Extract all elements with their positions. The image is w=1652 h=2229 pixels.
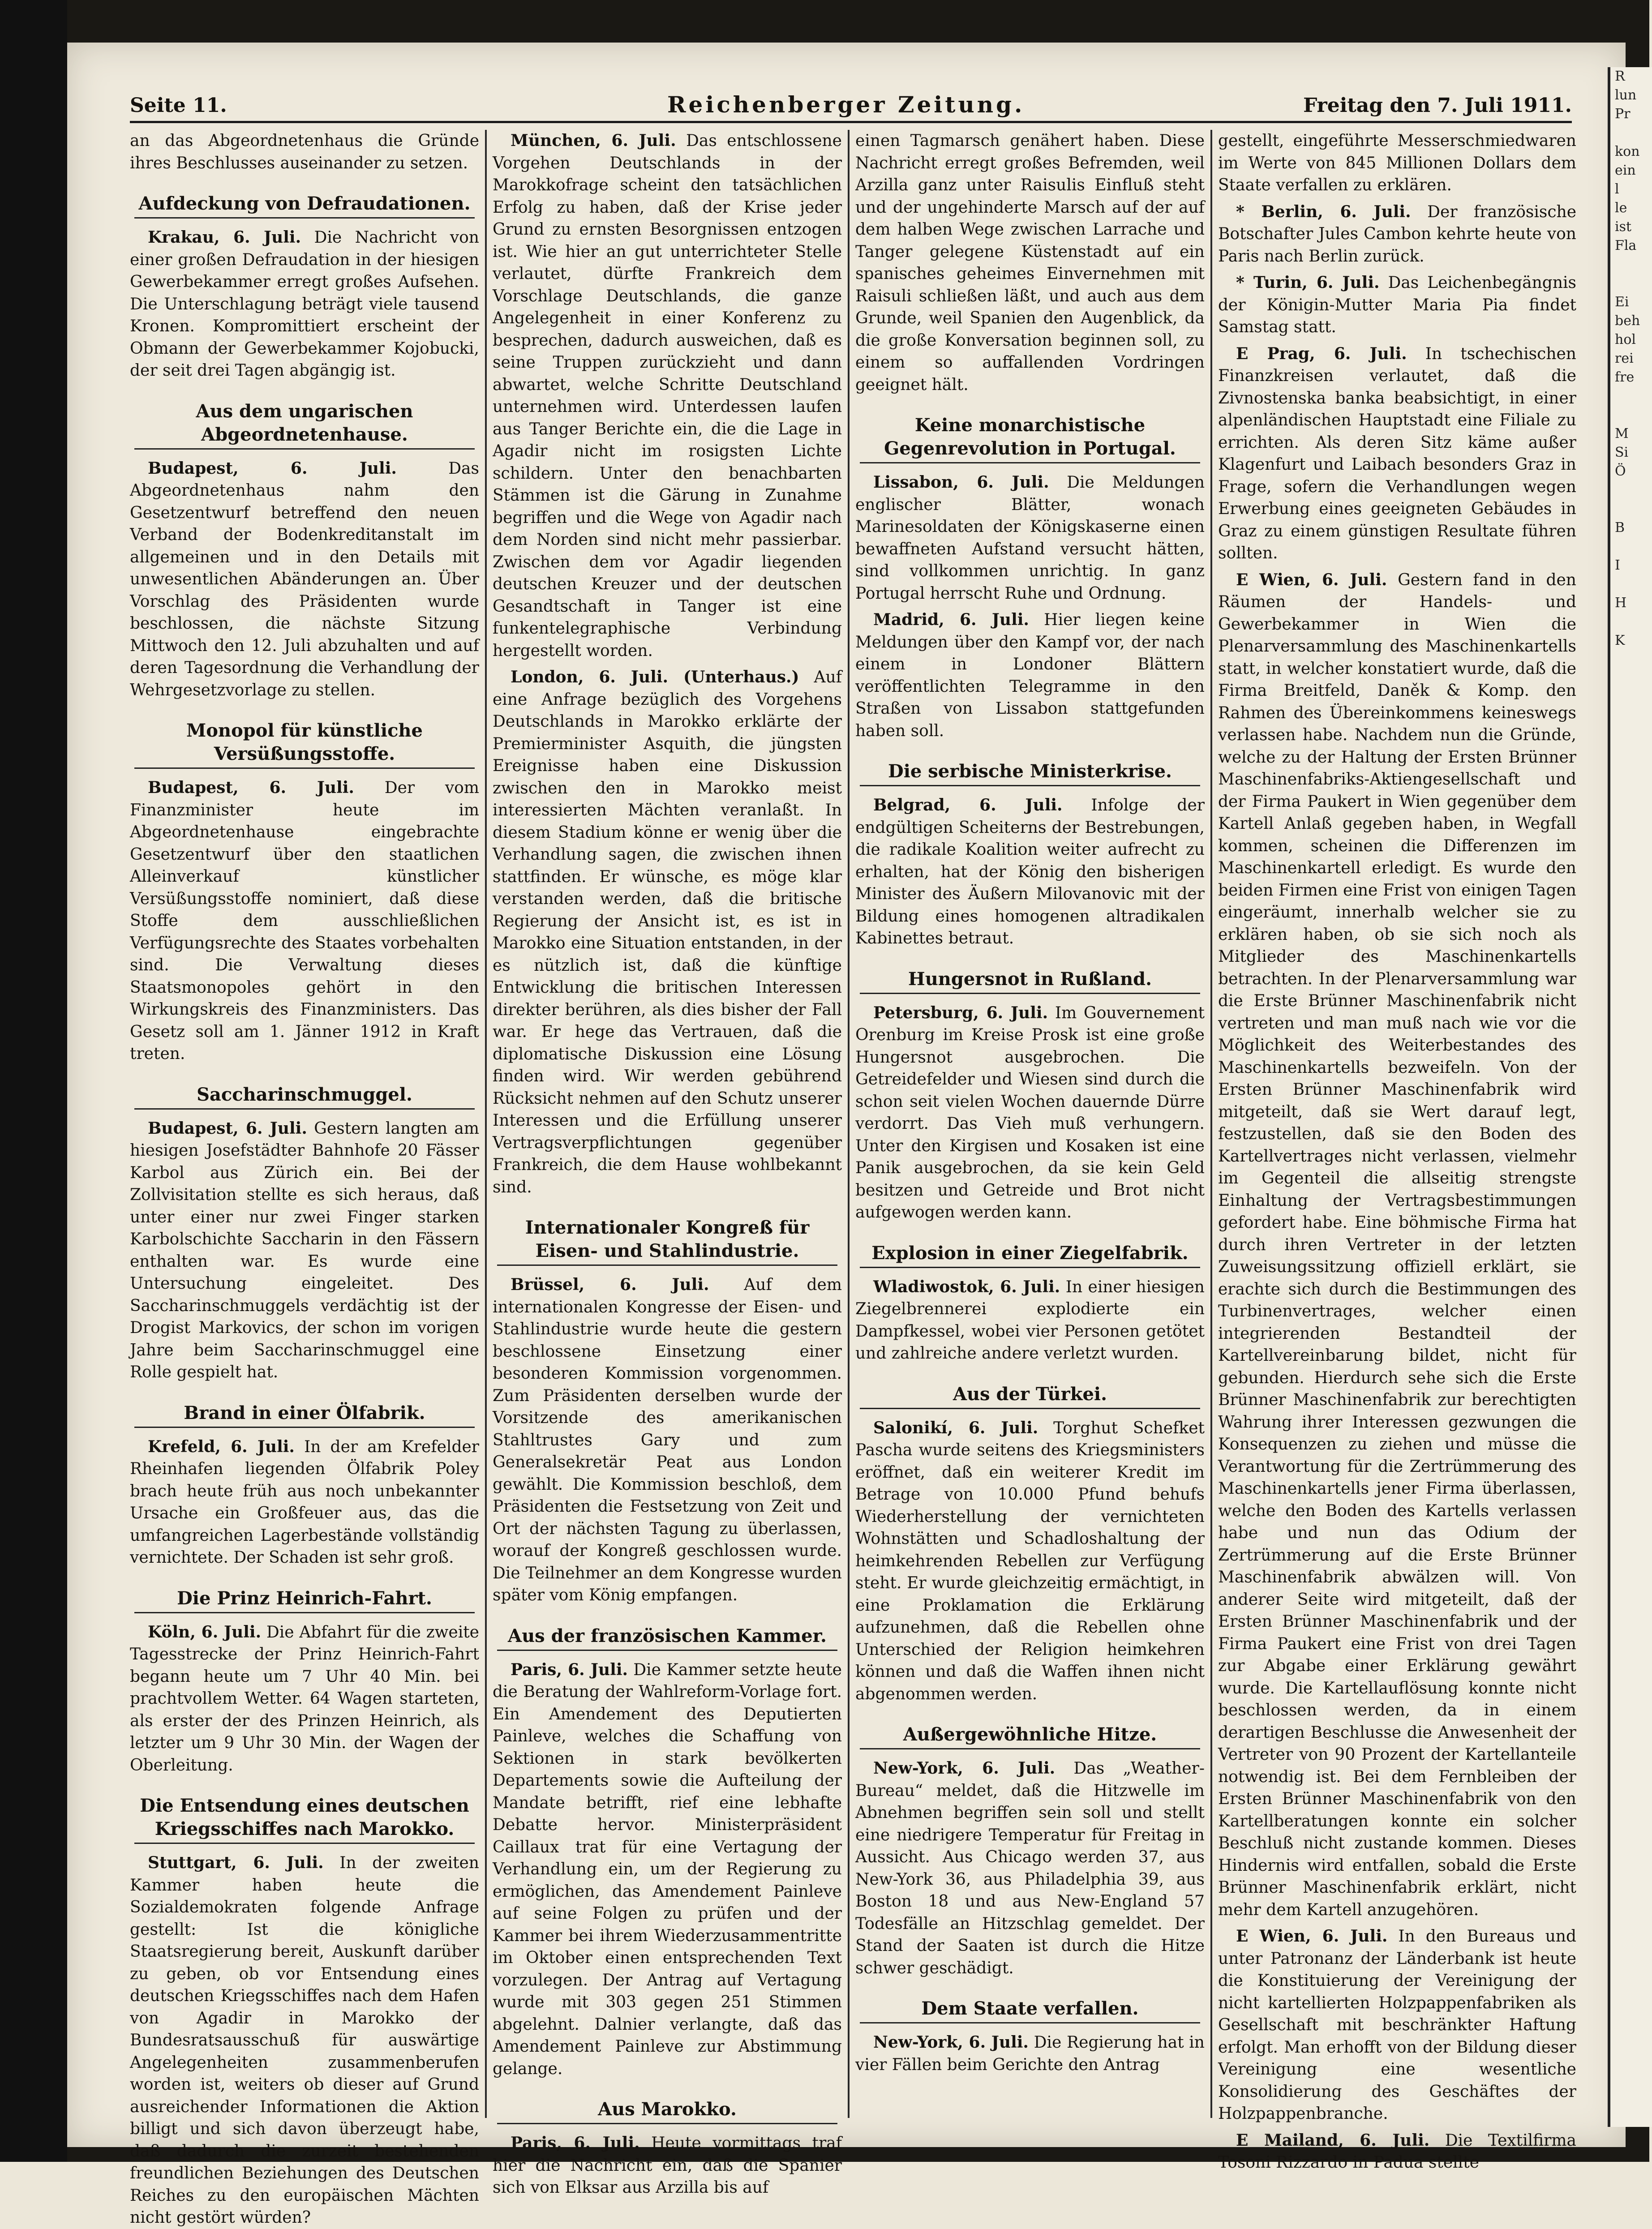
paragraph-text: einen Tagmarsch genähert haben. Diese Nachricht erregt großes Befremden, weil Arzilla ganz unter Raisulis Einfluß steht und der ungehinderte Marsch auf der auf dem halben Wege zwischen Larrache und Tanger gelegene Küstenstadt auf ein spanisches geheimes Einvernehmen mit Raisuli schließen läßt, und auch aus dem Grunde, weil Spanien den Augenblick, da die große Konversation beginnen soll, zu einem so auffallenden Vordringen geeignet hält. xyxy=(855,132,1205,394)
masthead: Reichenberger Zeitung. xyxy=(667,91,1025,118)
paragraph-text: In den Bureaus und unter Patronanz der Länderbank ist heute die Konstituierung der Vereinigung der nicht kartellierten Holzpappenfabriken als Gesellschaft mit beschränkter Haftung erfolgt. Man erhofft von der Bildung dieser Vereinigung eine wesentliche Konsolidierung des Geschäftes der Holzpappenbranche. xyxy=(1218,1927,1576,2123)
paragraph-text: Das „Weather-Bureau“ meldet, daß die Hitzwelle im Abnehmen begriffen sein soll und stellt eine niedrigere Temperatur für Freitag in Aussicht. Aus Chicago werden 37, aus New-York 36, aus Philadelphia 39, aus Boston 18 und aus New-England 57 Todesfälle an Hitzschlag gemeldet. Der Stand der Saaten ist durch die Hitze schwer geschädigt. xyxy=(855,1759,1205,1977)
article-c2-kammer xyxy=(493,1625,842,2080)
edge-fragment: rei xyxy=(1615,351,1634,366)
article-headline: Die Prinz Heinrich-Fahrt. xyxy=(134,1587,475,1613)
article-paragraph xyxy=(855,1417,1205,1706)
edge-fragment: fre xyxy=(1615,369,1635,385)
edge-fragment xyxy=(1610,124,1652,142)
edge-fragment xyxy=(1610,537,1652,556)
edge-fragment: beh xyxy=(1615,313,1640,329)
paragraph-text: Im Gouvernement Orenburg im Kreise Prosk ist eine große Hungersnot ausgebrochen. Die Getreidefelder und Wiesen sind durch die schon seit vielen Wochen dauernde Dürre verdorrt. Das Vieh muß verhungern. Unter den Kirgisen und Kosaken ist eine Panik ausgebrochen, da sie kein Geld besitzen und Getreide und Brot nicht aufgewogen werden kann. xyxy=(855,1003,1205,1222)
dateline: Budapest, 6. Juli. xyxy=(148,1119,307,1138)
dateline: Wladiwostok, 6. Juli. xyxy=(873,1277,1060,1296)
column-rule xyxy=(485,130,487,2118)
paragraph-text: Gestern langten am hiesigen Josefstädter Bahnhofe 20 Fässer Karbol aus Zürich ein. Bei der Zollvisitation stellte es sich heraus, daß unter einer nur zwei Finger starken Karbolschichte Saccharin in den Fässern enthalten war. Es wurde eine Untersuchung eingeleitet. Des Saccharinschmuggels verdächtig ist der Drogist Markovics, der schon im vorigen Jahre beim Saccharinschmuggel eine Rolle gespielt hat. xyxy=(130,1119,479,1381)
dateline: E Wien, 6. Juli. xyxy=(1236,570,1387,589)
article-headline: Aus der französischen Kammer. xyxy=(497,1625,837,1651)
article-paragraph xyxy=(855,1757,1205,1979)
article-paragraph xyxy=(130,1436,479,1569)
article-c3-serbisch xyxy=(855,760,1205,950)
dateline: Budapest, 6. Juli. xyxy=(148,778,354,797)
edge-fragment xyxy=(1610,481,1652,500)
article-headline: Die serbische Ministerkrise. xyxy=(860,760,1200,786)
edge-fragment: le xyxy=(1615,200,1627,216)
article-c4-turin xyxy=(1218,272,1576,339)
edge-fragment: kon xyxy=(1615,144,1640,159)
dateline: E Wien, 6. Juli. xyxy=(1236,1927,1388,1946)
paragraph-text: Der französische Botschafter Jules Cambon kehrte heute von Paris nach Berlin zurück. xyxy=(1218,202,1576,266)
dateline: Paris, 6. Juli. xyxy=(511,2134,640,2152)
article-paragraph xyxy=(130,458,479,702)
edge-fragment: hol xyxy=(1615,332,1636,347)
article-c4-prag xyxy=(1218,343,1576,565)
article-paragraph xyxy=(493,2132,842,2199)
article-paragraph xyxy=(855,1276,1205,1365)
edge-fragment xyxy=(1610,613,1652,631)
edge-fragment xyxy=(1610,274,1652,293)
edge-fragment: Ei xyxy=(1615,294,1629,310)
article-headline: Die Entsendung eines deutschen Kriegsschiffes nach Marokko. xyxy=(134,1794,475,1844)
article-headline: Dem Staate verfallen. xyxy=(860,1997,1200,2023)
article-c2-muenchen xyxy=(493,130,842,662)
paragraph-text: gestellt, eingeführte Messerschmiedwaren im Werte von 845 Millionen Dollars dem Staate verfallen zu erklären. xyxy=(1218,132,1576,194)
edge-fragment: Fla xyxy=(1615,238,1637,253)
article-headline: Hungersnot in Rußland. xyxy=(860,968,1200,994)
article-paragraph xyxy=(493,130,842,662)
column-rule xyxy=(848,130,850,2118)
article-paragraph xyxy=(493,1274,842,1607)
dateline: Brüssel, 6. Juli. xyxy=(511,1275,709,1294)
dateline: New-York, 6. Juli. xyxy=(873,1759,1056,1778)
column-rule xyxy=(1210,130,1212,2118)
article-headline: Internationaler Kongreß für Eisen- und Stahlindustrie. xyxy=(497,1216,837,1266)
dateline: Krefeld, 6. Juli. xyxy=(148,1437,295,1456)
article-paragraph xyxy=(1218,2130,1576,2174)
paragraph-text: Auf eine Anfrage bezüglich des Vorgehens Deutschlands in Marokko erklärte der Premierminister Asquith, die jüngsten Ereignisse haben eine Diskussion zwischen den in Marokko meist interessierten Mächten veranlaßt. In diesem Stadium könne er wenig über die Verhandlung sagen, die zwischen ihnen stattfinden. Er wünsche, es möge klar verstanden werden, daß die britische Regierung der Ansicht ist, es ist in Marokko eine Situation entstanden, in der es nützlich ist, daß die künftige Entwicklung die britischen Interessen direkter berühren, als dies bisher der Fall war. Er hege das Vertrauen, daß die diplomatische Diskussion eine Lösung finden wird. Wir werden gebührend Rücksicht nehmen auf den Schutz unserer Interessen und die Erfüllung unserer Vertragsverpflichtungen gegenüber Frankreich, die dem Hause wohlbekannt sind. xyxy=(493,668,842,1196)
article-paragraph xyxy=(1218,569,1576,1921)
dateline: Paris, 6. Juli. xyxy=(511,1660,628,1679)
edge-fragment xyxy=(1610,387,1652,406)
paragraph-text: Die Abfahrt für die zweite Tagesstrecke der Prinz Heinrich-Fahrt begann heute um 7 Uhr 40 Min. bei prachtvollem Wetter. 64 Wagen starteten, als erster der des Prinzen Heinrich, als letzter um 9 Uhr 30 Min. der Wagen der Oberleitung. xyxy=(130,1623,479,1775)
edge-fragment: M xyxy=(1615,426,1629,442)
article-c2-london xyxy=(493,666,842,1198)
edge-fragment xyxy=(1610,500,1652,519)
dateline: E Mailand, 6. Juli. xyxy=(1236,2130,1430,2150)
dateline: Stuttgart, 6. Juli. xyxy=(148,1853,324,1872)
article-c4-cont xyxy=(1218,130,1576,197)
article-c3-tuerkei xyxy=(855,1383,1205,1706)
dateline: Lissabon, 6. Juli. xyxy=(873,473,1049,492)
article-paragraph xyxy=(855,2032,1205,2076)
dateline: London, 6. Juli. (Unterhaus.) xyxy=(511,668,799,686)
article-c4-wien2 xyxy=(1218,1925,1576,2125)
dateline: Budapest, 6. Juli. xyxy=(148,459,397,478)
dateline: Salonikí, 6. Juli. xyxy=(873,1418,1038,1437)
dateline: * Turin, 6. Juli. xyxy=(1236,273,1380,292)
article-headline: Keine monarchistische Gegenrevolution in Portugal. xyxy=(860,414,1200,463)
paragraph-text: In der am Krefelder Rheinhafen liegenden Ölfabrik Poley brach heute früh aus noch unbekannter Ursache ein Großfeuer aus, das die umfangreichen Lagerbestände vollständig vernichtete. Der Schaden ist sehr groß. xyxy=(130,1437,479,1567)
article-headline: Aufdeckung von Defraudationen. xyxy=(134,192,475,219)
edge-fragment: Pr xyxy=(1615,106,1631,122)
paragraph-text: In einer hiesigen Ziegelbrennerei explodierte ein Dampfkessel, wobei vier Personen getötet und zahlreiche andere verletzt wurden. xyxy=(855,1277,1205,1363)
dateline: New-York, 6. Juli. xyxy=(873,2033,1029,2052)
article-headline: Aus dem ungarischen Abgeordnetenhause. xyxy=(134,400,475,450)
article-c2-marokko xyxy=(493,2098,842,2199)
article-c3-hitze xyxy=(855,1723,1205,1979)
article-c3-cont xyxy=(855,130,1205,396)
dateline: Petersburg, 6. Juli. xyxy=(873,1003,1048,1022)
article-paragraph xyxy=(130,1118,479,1384)
article-c4-mailand xyxy=(1218,2130,1576,2174)
article-headline: Monopol für künstliche Versüßungsstoffe. xyxy=(134,719,475,769)
edge-fragment: l xyxy=(1615,181,1619,197)
article-c4-berlin xyxy=(1218,201,1576,268)
edge-fragment: H xyxy=(1615,595,1627,611)
scan-left-edge xyxy=(0,0,67,2162)
issue-date: Freitag den 7. Juli 1911. xyxy=(1303,94,1572,117)
article-c1-prinzheinrich xyxy=(130,1587,479,1777)
article-paragraph xyxy=(1218,201,1576,268)
dateline: * Berlin, 6. Juli. xyxy=(1236,202,1411,221)
edge-fragment xyxy=(1610,406,1652,424)
paragraph-text: Die Kammer setzte heute die Beratung der Wahlreform-Vorlage fort. Ein Amendement des Deputierten Painleve, welches die Schaffung von Sektionen in stark bevölkerten Departements sowie die Aufteilung der Mandate betrifft, rief eine lebhafte Debatte hervor. Ministerpräsident Caillaux trat für eine Vertagung der Verhandlung ein, um der Regierung zu ermöglichen, das Amendement Painleve auf seine Folgen zu prüfen und der Kammer bei ihrem Wiederzusammentritte im Oktober einen entsprechenden Text vorzulegen. Der Antrag auf Vertagung wurde mit 303 gegen 251 Stimmen abgelehnt. Dalnier verlangte, daß das Amendement Painleve zur Abstimmung gelange. xyxy=(493,1660,842,2078)
paragraph-text: Infolge der endgültigen Scheiterns der Bestrebungen, die radikale Koalition weiter aufrecht zu erhalten, hat der König den bisherigen Minister des Äußern Milovanovic mit der Bildung eines homogenen altradikalen Kabinettes betraut. xyxy=(855,796,1205,947)
article-c4-wien1 xyxy=(1218,569,1576,1921)
article-paragraph xyxy=(855,472,1205,604)
paragraph-text: Die Meldungen englischer Blätter, wonach Marinesoldaten der Königskaserne einen bewaffneten Aufstand versucht hätten, sind vollkommen unrichtig. In ganz Portugal herrscht Ruhe und Ordnung. xyxy=(855,473,1205,603)
article-paragraph xyxy=(855,1002,1205,1224)
edge-fragment: Ö xyxy=(1615,463,1626,479)
dateline: Madrid, 6. Juli. xyxy=(873,610,1029,629)
article-c1-cont xyxy=(130,130,479,174)
adjacent-page-edge xyxy=(1608,67,1652,2127)
paragraph-text: Hier liegen keine Meldungen über den Kampf vor, der nach einem in Londoner Blättern veröffentlichten Telegramme in den Straßen von Lissabon stattgefunden haben soll. xyxy=(855,611,1205,740)
edge-fragment: Si xyxy=(1615,445,1629,460)
paragraph-text: Die Regierung hat in vier Fällen beim Gerichte den Antrag xyxy=(855,2033,1205,2074)
edge-fragment: B xyxy=(1615,520,1625,536)
article-headline: Aus der Türkei. xyxy=(860,1383,1200,1409)
edge-fragment: K xyxy=(1615,633,1625,648)
article-paragraph xyxy=(1218,343,1576,565)
article-paragraph xyxy=(130,1621,479,1777)
article-paragraph xyxy=(493,1659,842,2080)
article-c3-staate xyxy=(855,1997,1205,2076)
article-c1-monopol xyxy=(130,719,479,1065)
edge-fragment xyxy=(1610,255,1652,274)
dateline: München, 6. Juli. xyxy=(511,131,676,150)
paragraph-text: Die Nachricht von einer großen Defraudation in der hiesigen Gewerbekammer erregt großes Aufsehen. Die Unterschlagung beträgt viele tausend Kronen. Kompromittiert erscheint der Obmann der Gewerbekammer Kojobucki, der seit drei Tagen abgängig ist. xyxy=(130,228,479,380)
paragraph-text: an das Abgeordnetenhaus die Gründe ihres Beschlusses auseinander zu setzen. xyxy=(130,132,479,172)
paragraph-text: Auf dem internationalen Kongresse der Eisen- und Stahlindustrie wurde heute die gestern beschlossene Einsetzung einer besonderen Kommission vorgenommen. Zum Präsidenten derselben wurde der Vorsitzende des amerikanischen Stahltrustes Gary und zum Generalsekretär Peat aus London gewählt. Die Kommission beschloß, dem Präsidenten die Festsetzung von Zeit und Ort der nächsten Tagung zu überlassen, worauf der Kongreß geschlossen wurde. Die Teilnehmer an dem Kongresse wurden später vom König empfangen. xyxy=(493,1276,842,1604)
article-c3-explosion xyxy=(855,1242,1205,1365)
article-paragraph xyxy=(855,609,1205,742)
edge-fragment: lun xyxy=(1615,87,1637,103)
dateline: Köln, 6. Juli. xyxy=(148,1622,262,1642)
paragraph-text: Das Leichenbegängnis der Königin-Mutter Maria Pia findet Samstag statt. xyxy=(1218,274,1576,336)
article-c1-defraudationen xyxy=(130,192,479,382)
article-c3-portugal xyxy=(855,414,1205,604)
paragraph-text: Das entschlossene Vorgehen Deutschlands in der Marokkofrage scheint den tatsächlichen Erfolg zu haben, daß der Krise jeder Grund zu ernsten Besorgnissen entzogen ist. Wie hier an gut unterrichteter Stelle verlautet, dürfte Frankreich dem Vorschlage Deutschlands, die ganze Angelegenheit in einer Konferenz zu besprechen, dadurch ausweichen, daß es seine Truppen zurückzieht und dann abwartet, welche Schritte Deutschland unternehmen wird. Unterdessen laufen aus Tanger Berichte ein, die die Lage in Agadir nicht im rosigsten Lichte schildern. Unter den benachbarten Stämmen ist die Gärung in Zunahme begriffen und die Wege von Agadir nach dem Norden sind nicht mehr passierbar. Zwischen dem vor Agadir liegenden deutschen Kreuzer und der deutschen Gesandtschaft in Tanger ist eine funkentelegraphische Verbindung hergestellt worden. xyxy=(493,132,842,660)
dateline: E Prag, 6. Juli. xyxy=(1236,344,1407,363)
article-headline: Brand in einer Ölfabrik. xyxy=(134,1402,475,1428)
paragraph-text: Die Textilfirma Tosoni Rizzardo in Padua stellte xyxy=(1218,2131,1576,2172)
paragraph-text: Das Abgeordnetenhaus nahm den Gesetzentwurf betreffend den neuen Verband der Bodenkreditanstalt im allgemeinen und in den Details mit unwesentlichen Abänderungen an. Über Vorschlag des Präsidenten wurde beschlossen, die nächste Sitzung Mittwoch den 12. Juli abzuhalten und auf deren Tagesordnung die Verhandlung der Wehrgesetzvorlage zu stellen. xyxy=(130,459,479,699)
article-headline: Außergewöhnliche Hitze. xyxy=(860,1723,1200,1749)
article-c2-kongress xyxy=(493,1216,842,1607)
article-headline: Explosion in einer Ziegelfabrik. xyxy=(860,1242,1200,1268)
paragraph-text: In tschechischen Finanzkreisen verlautet, daß die Zivnostenska banka beabsichtigt, in einer alpenländischen Hauptstadt eine Filiale zu errichten. Als deren Sitz käme außer Klagenfurt und Laibach besonders Graz in Frage, sofern die Verhandlungen wegen Erwerbung eines geeigneten Gebäudes in Graz zu einem günstigen Resultate führen sollten. xyxy=(1218,344,1576,562)
column-4 xyxy=(1218,130,1576,2172)
article-c1-ungarisch xyxy=(130,400,479,702)
paragraph-text: In der zweiten Kammer haben heute die Sozialdemokraten folgende Anfrage gestellt: Ist die königliche Staatsregierung bereit, Auskunft darüber zu geben, ob vor Entsendung eines deutschen Kriegsschiffes nach dem Hafen von Agadir in Marokko der Bundesratsausschuß für auswärtige Angelegenheiten zusammenberufen worden ist, weiters ob dieser auf Grund ausreichender Informationen die Aktion billigt und sich davon überzeugt habe, daß dadurch die zurzeit bestehenden freundlichen Beziehungen des Deutschen Reiches zu den europäischen Mächten nicht gestört würden? xyxy=(130,1854,479,2227)
article-c1-entsendung xyxy=(130,1794,479,2229)
edge-fragment: I xyxy=(1615,557,1620,573)
article-c1-saccharin xyxy=(130,1083,479,1384)
article-paragraph xyxy=(130,1852,479,2229)
article-headline: Saccharinschmuggel. xyxy=(134,1083,475,1110)
article-paragraph xyxy=(130,130,479,174)
edge-fragment: ist xyxy=(1615,219,1632,235)
paragraph-text: Torghut Schefket Pascha wurde seitens des Kriegsministers eröffnet, daß ein weiterer Kredit im Betrage von 10.000 Pfund behufs Wiederherstellung der vernichteten Wohnstätten und Schadloshaltung der heimkehrenden Rebellen zur Verfügung steht. Er wurde gleichzeitig ermächtigt, in eine Proklamation die Erklärung aufzunehmen, daß die Rebellen ohne Unterschied der Religion heimkehren können und daß die Waffen ihnen nicht abgenommen werden. xyxy=(855,1419,1205,1703)
edge-fragment xyxy=(1610,575,1652,594)
column-1 xyxy=(130,130,479,2227)
article-paragraph xyxy=(493,666,842,1198)
article-paragraph xyxy=(1218,272,1576,339)
article-c3-hungersnot xyxy=(855,968,1205,1224)
paragraph-text: Heute vormittags traf hier die Nachricht ein, daß die Spanier sich von Elksar aus Arzilla bis auf xyxy=(493,2134,842,2197)
article-paragraph xyxy=(855,130,1205,396)
article-c1-brand xyxy=(130,1402,479,1569)
paragraph-text: Der vom Finanzminister heute im Abgeordnetenhause eingebrachte Gesetzentwurf über den staatlichen Alleinverkauf künstlicher Versüßungsstoffe nominiert, daß diese Stoffe dem ausschließlichen Verfügungsrechte des Staates vorbehalten sind. Die Verwaltung dieses Staatsmonopoles gehört in den Wirkungskreis des Finanzministers. Das Gesetz soll am 1. Jänner 1912 in Kraft treten. xyxy=(130,779,479,1063)
column-3 xyxy=(855,130,1205,2118)
article-paragraph xyxy=(130,227,479,382)
article-paragraph xyxy=(1218,130,1576,197)
page-number: Seite 11. xyxy=(130,94,227,117)
dateline: Belgrad, 6. Juli. xyxy=(873,796,1063,814)
dateline: Krakau, 6. Juli. xyxy=(148,228,301,247)
article-paragraph xyxy=(855,794,1205,950)
article-headline: Aus Marokko. xyxy=(497,2098,837,2124)
edge-fragment: R xyxy=(1615,69,1625,84)
paragraph-text: Gestern fand in den Räumen der Handels- und Gewerbekammer in Wien die Plenarversammlung des Maschinenkartells statt, in welcher konstatiert wurde, daß die Firma Breitfeld, Daněk & Komp. den Rahmen des Übereinkommens keineswegs verlassen habe. Nachdem nun die Gründe, welche zu der Haltung der Ersten Brünner Maschinenfabriks-Aktiengesellschaft und der Firma Paukert in Wien gegenüber dem Kartell Anlaß gegeben haben, in Wegfall kommen, scheinen die Differenzen im Maschinenkartell erledigt. Es wurde den beiden Firmen eine Frist von einigen Tagen eingeräumt, innerhalb welcher sie zu erklären haben, ob sie sich noch als Mitglieder des Maschinenkartells betrachten. In der Plenarversammlung war die Erste Brünner Maschinenfabrik nicht vertreten und man muß nach wie vor die Möglichkeit des Weiterbestandes des Maschinenkartells bezweifeln. Von der Ersten Brünner Maschinenfabrik wird mitgeteilt, daß sie Wert darauf legt, festzustellen, daß sie den Boden des Kartellvertrages nicht verlassen, vielmehr im Gegenteil die allseitig strengste Einhaltung der Vertragsbestimmungen gefordert habe. Eine böhmische Firma hat durch ihren Vertreter in der letzten Zuweisungssitzung offiziell erklärt, sie erachte sich durch die Bestimmungen des Turbinenvertrages, welcher einen integrierenden Bestandteil der Kartellvereinbarung bildet, nicht für gebunden. Hierdurch sehe sich die Erste Brünner Maschinenfabrik zur berechtigten Wahrung ihrer Interessen gezwungen die Konsequenzen zu ziehen und müsse die Verantwortung für die Zertrümmerung des Maschinenkartells jener Firma überlassen, welche den Boden des Kartells verlassen habe und nun das Odium der Zertrümmerung auf die Erste Brünner Maschinenfabrik abwälzen will. Von anderer Seite wird mitgeteilt, daß der Ersten Brünner Maschinenfabrik und der Firma Paukert eine Frist von drei Tagen zur Abgabe einer Erklärung gewährt wurde. Die Kartellauflösung konnte nicht beschlossen werden, da in einem derartigen Beschlusse die Anwesenheit der Vertreter von 90 Prozent der Kartellanteile notwendig ist. Bei dem Fernbleiben der Ersten Brünner Maschinenfabrik von den Kartellberatungen konnte ein solcher Beschluß nicht zustande kommen. Dieses Hindernis wird entfallen, sobald die Erste Brünner Maschinenfabrik erklärt, nicht mehr dem Kartell anzugehören. xyxy=(1218,570,1576,1919)
article-paragraph xyxy=(130,777,479,1065)
edge-fragment: ein xyxy=(1615,163,1636,178)
article-paragraph xyxy=(1218,1925,1576,2125)
article-c3-madrid xyxy=(855,609,1205,742)
column-2 xyxy=(493,130,842,2197)
page-header xyxy=(130,90,1572,123)
